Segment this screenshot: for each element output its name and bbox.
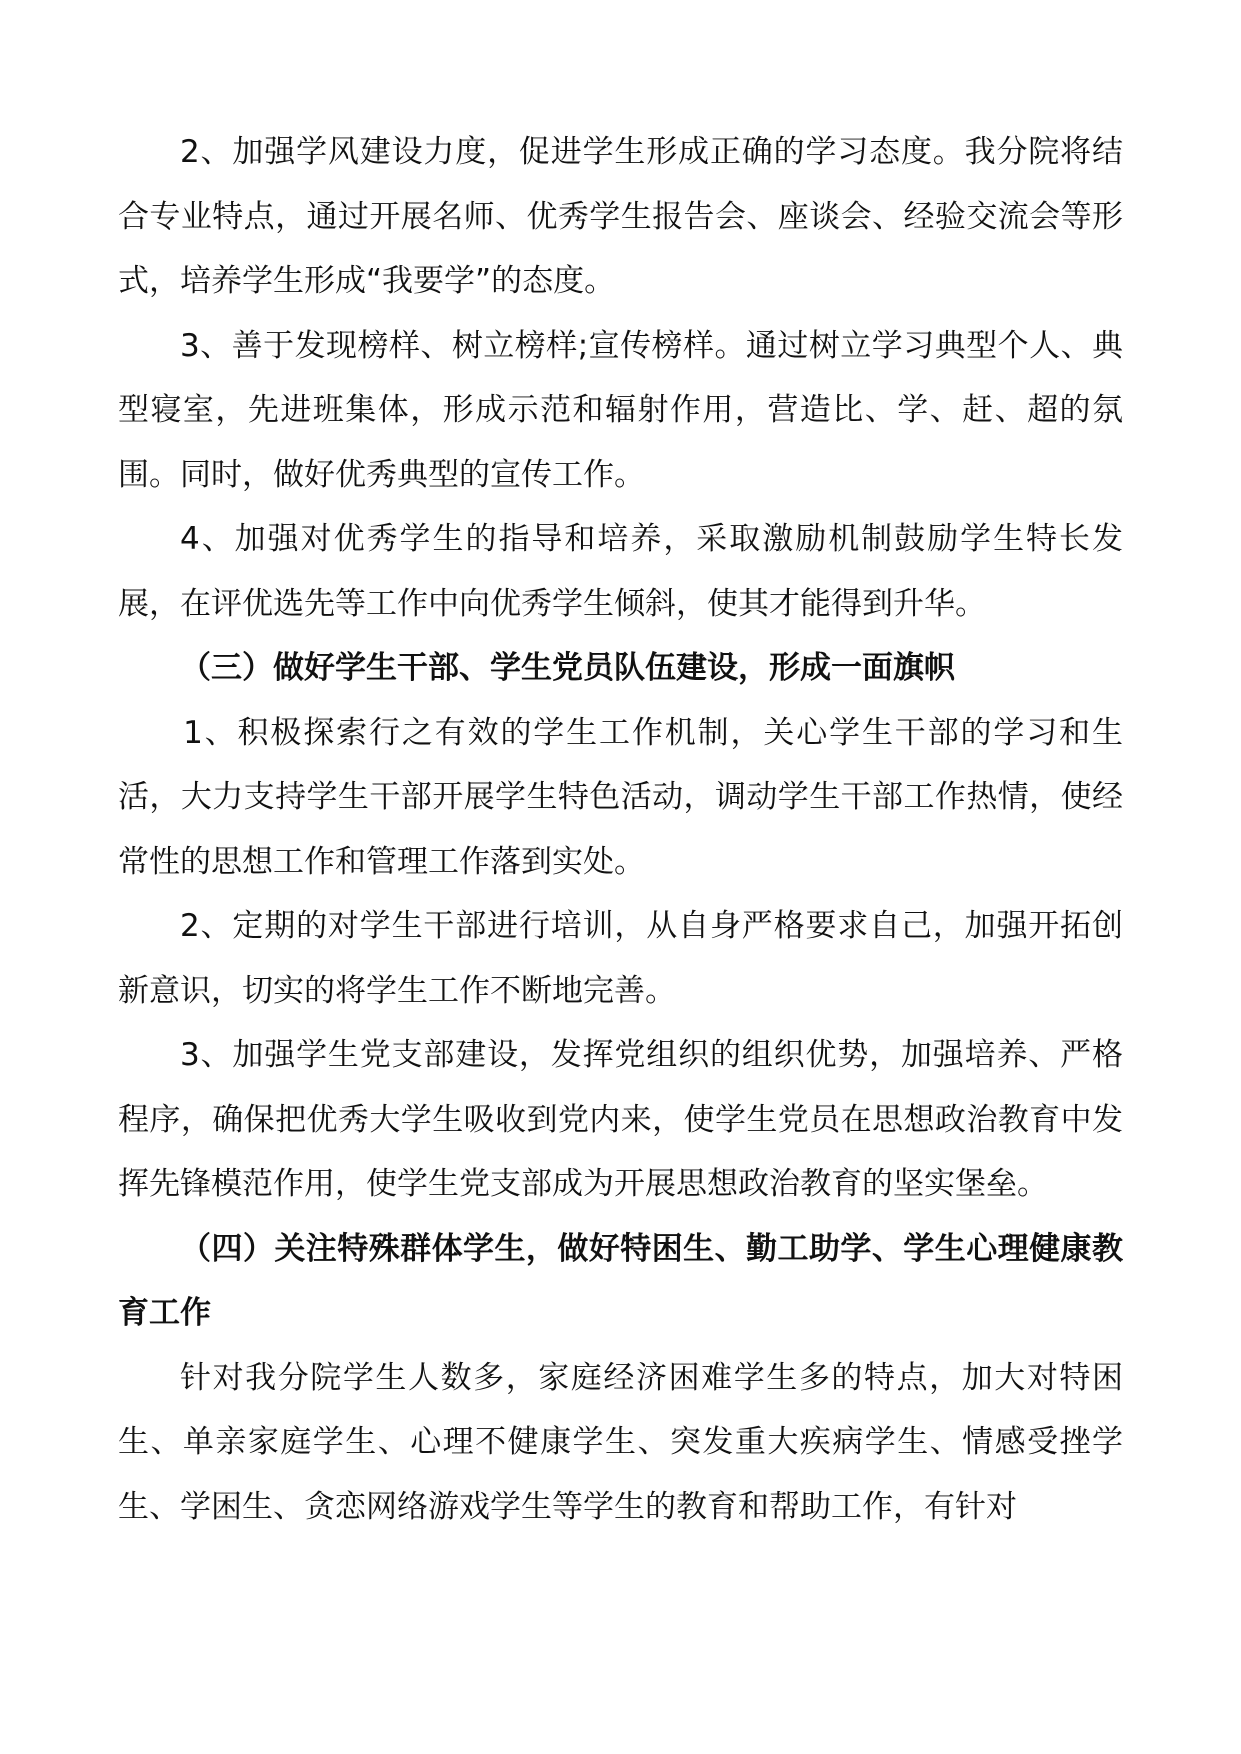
paragraph-special-groups: 针对我分院学生人数多，家庭经济困难学生多的特点，加大对特困生、单亲家庭学生、心理不健康学生、突发重大疾病学生、情感受挫学生、学困生、贪恋网络游戏学生等学生的教育和帮助工作，有针对 (118, 1359, 1123, 1525)
paragraph-study-style: 2、加强学风建设力度，促进学生形成正确的学习态度。我分院将结合专业特点，通过开展名师、优秀学生报告会、座谈会、经验交流会等形式，培养学生形成“我要学”的态度。 (118, 134, 1123, 299)
paragraph-excellent-students: 4、加强对优秀学生的指导和培养，采取激励机制鼓励学生特长发展，在评优选先等工作中向优秀学生倾斜，使其才能得到升华。 (118, 521, 1123, 622)
document-body (118, 120, 1123, 1539)
paragraph-party-branch: 3、加强学生党支部建设，发挥党组织的组织优势，加强培养、严格程序，确保把优秀大学生吸收到党内来，使学生党员在思想政治教育中发挥先锋模范作用，使学生党支部成为开展思想政治教育的坚实堡垒。 (118, 1037, 1123, 1202)
paragraph-work-mechanism: 1、积极探索行之有效的学生工作机制，关心学生干部的学习和生活，大力支持学生干部开展学生特色活动，调动学生干部工作热情，使经常性的思想工作和管理工作落到实处。 (118, 714, 1123, 880)
paragraph-cadre-training: 2、定期的对学生干部进行培训，从自身严格要求自己，加强开拓创新意识，切实的将学生工作不断地完善。 (118, 908, 1123, 1009)
paragraph-role-models: 3、善于发现榜样、树立榜样;宣传榜样。通过树立学习典型个人、典型寝室，先进班集体，形成示范和辐射作用，营造比、学、赶、超的氛围。同时，做好优秀典型的宣传工作。 (118, 327, 1123, 493)
section-heading-4: （四）关注特殊群体学生，做好特困生、勤工助学、学生心理健康教育工作 (118, 1230, 1123, 1331)
section-heading-3: （三）做好学生干部、学生党员队伍建设，形成一面旗帜 (180, 650, 955, 686)
